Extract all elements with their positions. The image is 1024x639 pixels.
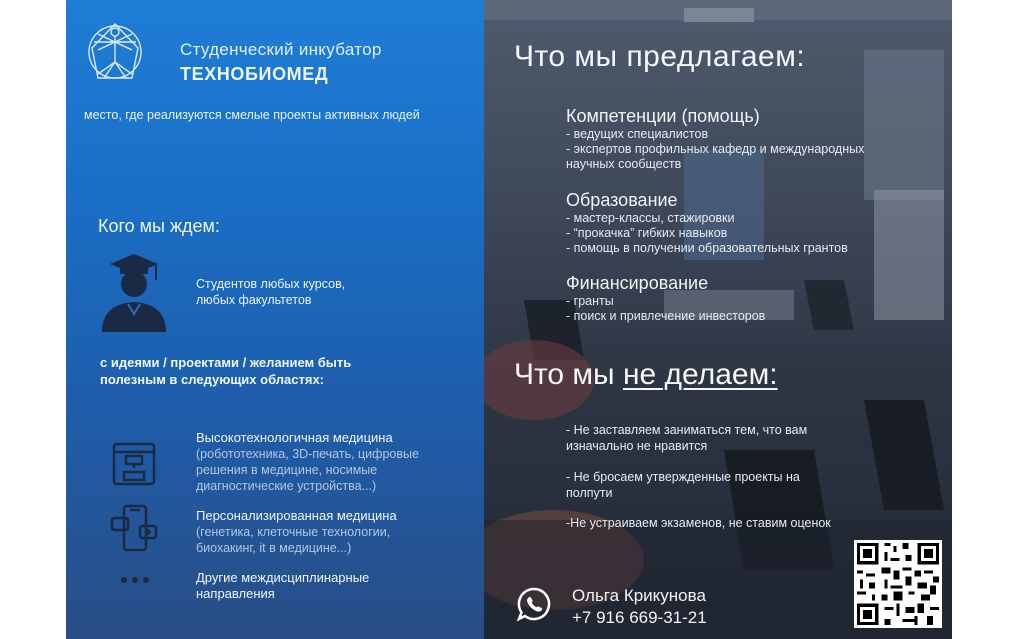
not-do-heading-prefix: Что мы xyxy=(514,358,623,391)
area-hightech-desc-1: (робототехника, 3D-печать, цифровые xyxy=(196,447,419,461)
area-hightech xyxy=(196,430,466,494)
ideas-line-1: с идеями / проектами / желанием быть xyxy=(100,355,352,370)
offer-education xyxy=(566,190,946,256)
left-panel xyxy=(66,0,484,639)
right-panel xyxy=(484,0,952,639)
not-do-item-1-line-1: - Не заставляем заниматься тем, что вам xyxy=(566,423,808,437)
incubator-subtitle: Студенческий инкубатор xyxy=(180,40,382,59)
education-item-2: - “прокачка” гибких навыков xyxy=(566,226,728,240)
ellipsis-icon xyxy=(120,574,150,586)
area-hightech-title: Высокотехнологичная медицина xyxy=(196,430,393,445)
area-personalized-desc-1: (генетика, клеточные технологии, xyxy=(196,525,391,539)
competence-item-2: - экспертов профильных кафедр и международных xyxy=(566,142,865,156)
ideas-text xyxy=(100,354,420,388)
not-do-item-2 xyxy=(566,469,896,501)
vitruvian-logo-icon xyxy=(84,18,146,88)
not-do-item-1 xyxy=(566,422,896,454)
area-other xyxy=(196,570,466,602)
whatsapp-icon xyxy=(516,586,552,622)
not-do-item-2-line-2: полпути xyxy=(566,486,613,500)
education-item-1: - мастер-классы, стажировки xyxy=(566,211,735,225)
ideas-line-2: полезным в следующих областях: xyxy=(100,372,325,387)
area-hightech-desc-2: решения в медицине, носимые xyxy=(196,463,378,477)
tagline: место, где реализуются смелые проекты активных людей xyxy=(84,108,420,122)
area-other-title: Другие междисциплинарные xyxy=(196,570,370,585)
not-do-item-3-line-1: -Не устраиваем экзаменов, не ставим оценок xyxy=(566,516,831,530)
incubator-name: ТЕХНОБИОМЕД xyxy=(180,64,329,84)
not-do-item-3 xyxy=(566,515,896,531)
students-line-1: Студентов любых курсов, xyxy=(196,277,346,291)
offer-heading: Что мы предлагаем: xyxy=(514,40,806,73)
not-do-item-1-line-2: изначально не нравится xyxy=(566,439,708,453)
students-text xyxy=(196,276,396,308)
3d-printer-icon xyxy=(110,440,158,488)
competence-item-3: научных сообществ xyxy=(566,157,682,171)
area-other-desc: направления xyxy=(196,586,275,601)
not-do-item-2-line-1: - Не бросаем утвержденные проекты на xyxy=(566,470,800,484)
contact-name: Ольга Крикунова xyxy=(572,586,706,605)
financing-item-2: - поиск и привлечение инвесторов xyxy=(566,309,766,323)
area-personalized-title: Персонализированная медицина xyxy=(196,508,397,523)
offer-competence xyxy=(566,106,946,172)
area-personalized-desc-2: биохакинг, it в медицине...) xyxy=(196,541,352,555)
graduate-icon xyxy=(98,250,170,332)
who-heading: Кого мы ждем: xyxy=(98,216,220,236)
area-hightech-desc-3: диагностические устройства...) xyxy=(196,479,377,493)
flyer xyxy=(66,0,952,639)
students-line-2: любых факультетов xyxy=(196,293,312,307)
education-item-3: - помощь в получении образовательных грантов xyxy=(566,241,848,255)
area-personalized xyxy=(196,508,466,556)
qr-code[interactable] xyxy=(854,540,942,628)
contact-phone: +7 916 669-31-21 xyxy=(572,608,707,627)
financing-item-1: - гранты xyxy=(566,294,614,308)
offer-financing xyxy=(566,273,946,324)
not-do-heading xyxy=(514,358,778,392)
education-title: Образование xyxy=(566,190,678,210)
mobile-health-icon xyxy=(110,504,158,552)
not-do-heading-underlined: не делаем: xyxy=(622,358,778,391)
competence-title: Компетенции (помощь) xyxy=(566,106,760,126)
financing-title: Финансирование xyxy=(566,273,709,293)
competence-item-1: - ведущих специалистов xyxy=(566,127,709,141)
